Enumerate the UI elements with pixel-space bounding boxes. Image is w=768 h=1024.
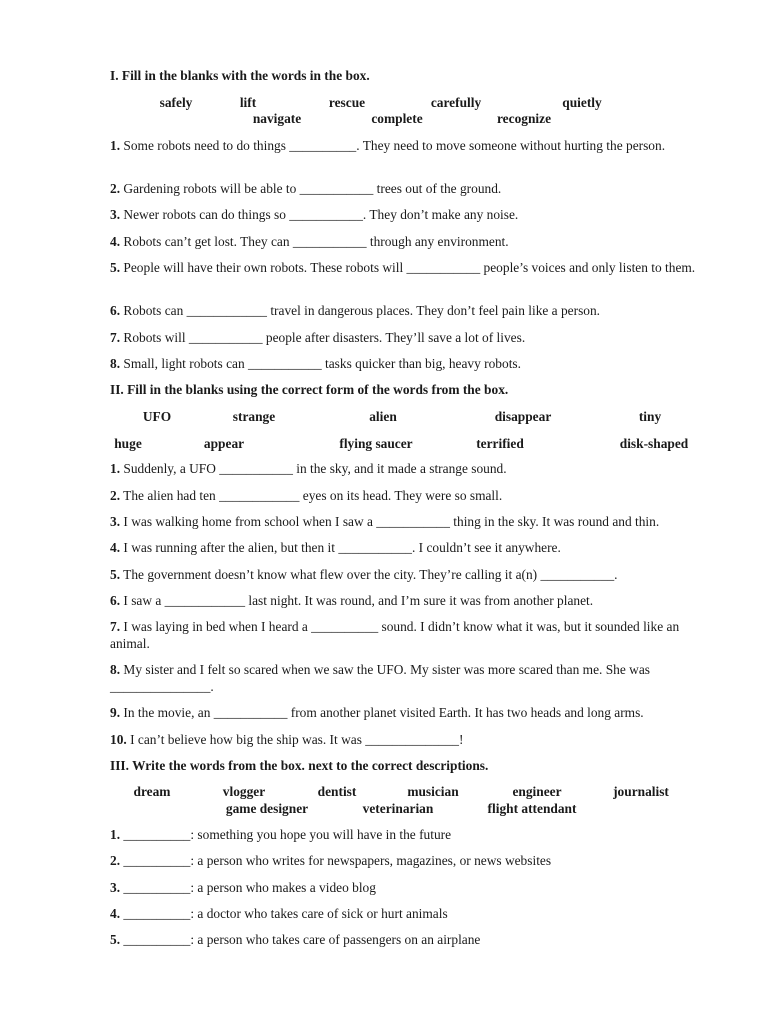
question-number: 9. xyxy=(110,705,121,720)
word-box-item: terrified xyxy=(476,436,524,451)
question-text: I can’t believe how big the ship was. It was ______________! xyxy=(130,732,464,747)
question-item xyxy=(110,662,700,695)
question-text: Gardening robots will be able to ___________ trees out of the ground. xyxy=(123,181,502,196)
word-box-item: strange xyxy=(232,409,276,424)
question-item xyxy=(110,356,700,373)
question-text: __________: a person who makes a video blog xyxy=(123,880,376,895)
word-box-item: vlogger xyxy=(222,784,266,799)
question-number: 4. xyxy=(110,234,121,249)
question-text: I was laying in bed when I heard a __________ sound. I didn’t know what it was, but it sounded like an animal. xyxy=(110,619,680,651)
word-box-item: disappear xyxy=(494,409,552,424)
question-text: Small, light robots can ___________ tasks quicker than big, heavy robots. xyxy=(123,356,521,371)
question-item xyxy=(110,619,700,652)
question-text: Robots will ___________ people after disasters. They’ll save a lot of lives. xyxy=(123,330,526,345)
question-item xyxy=(110,514,700,531)
question-text: Robots can’t get lost. They can ___________ through any environment. xyxy=(123,234,509,249)
word-box-item: journalist xyxy=(613,784,669,799)
word-box-item: recognize xyxy=(496,111,552,126)
word-box-item: engineer xyxy=(512,784,562,799)
question-item xyxy=(110,234,700,251)
question-item xyxy=(110,330,700,347)
question-item xyxy=(110,827,700,844)
question-text: Newer robots can do things so ___________. They don’t make any noise. xyxy=(123,207,519,222)
word-box-item: lift xyxy=(239,95,257,110)
question-text: People will have their own robots. These robots will ___________ people’s voices and only listen to them. xyxy=(123,260,696,275)
question-number: 1. xyxy=(110,138,121,153)
question-item xyxy=(110,732,700,749)
question-text: __________: something you hope you will have in the future xyxy=(123,827,452,842)
word-box-item: veterinarian xyxy=(362,801,434,816)
question-item xyxy=(110,853,700,870)
word-box-item: navigate xyxy=(252,111,302,126)
question-item xyxy=(110,906,700,923)
word-box-item: complete xyxy=(371,111,423,126)
question-item xyxy=(110,880,700,897)
question-item xyxy=(110,488,700,505)
question-number: 1. xyxy=(110,461,121,476)
question-number: 2. xyxy=(110,488,121,503)
question-text: My sister and I felt so scared when we saw the UFO. My sister was more scared than me. She was _______________. xyxy=(110,662,650,694)
question-item xyxy=(110,593,700,610)
question-item xyxy=(110,260,700,277)
question-number: 7. xyxy=(110,330,121,345)
word-box-item: UFO xyxy=(142,409,172,424)
question-text: __________: a doctor who takes care of sick or hurt animals xyxy=(123,906,448,921)
word-box-item: musician xyxy=(407,784,459,799)
question-item xyxy=(110,567,700,584)
question-text: Some robots need to do things __________. They need to move someone without hurting the person. xyxy=(123,138,666,153)
question-text: __________: a person who takes care of passengers on an airplane xyxy=(123,932,481,947)
question-number: 1. xyxy=(110,827,121,842)
word-box-item: disk-shaped xyxy=(619,436,689,451)
word-box-item: flight attendant xyxy=(487,801,577,816)
question-text: Suddenly, a UFO ___________ in the sky, and it made a strange sound. xyxy=(123,461,507,476)
question-number: 8. xyxy=(110,662,121,677)
question-text: The alien had ten ____________ eyes on its head. They were so small. xyxy=(123,488,503,503)
question-text: The government doesn’t know what flew over the city. They’re calling it a(n) ___________. xyxy=(123,567,618,582)
word-box-item: rescue xyxy=(328,95,366,110)
question-text: __________: a person who writes for newspapers, magazines, or news websites xyxy=(123,853,552,868)
question-number: 2. xyxy=(110,853,121,868)
question-text: I was running after the alien, but then it ___________. I couldn’t see it anywhere. xyxy=(123,540,561,555)
question-number: 6. xyxy=(110,593,121,608)
word-box-item: safely xyxy=(159,95,193,110)
question-number: 3. xyxy=(110,514,121,529)
question-number: 5. xyxy=(110,932,121,947)
question-number: 2. xyxy=(110,181,121,196)
question-number: 4. xyxy=(110,540,121,555)
word-box-item: dentist xyxy=(317,784,357,799)
section-3-heading: III. Write the words from the box. next to the correct descriptions. xyxy=(110,758,489,773)
question-item xyxy=(110,138,700,155)
question-number: 7. xyxy=(110,619,121,634)
question-item xyxy=(110,461,700,478)
word-box-item: quietly xyxy=(562,95,602,110)
word-box-item: flying saucer xyxy=(339,436,413,451)
question-number: 8. xyxy=(110,356,121,371)
question-item xyxy=(110,932,700,949)
question-number: 4. xyxy=(110,906,121,921)
question-number: 5. xyxy=(110,260,121,275)
question-number: 3. xyxy=(110,880,121,895)
question-item xyxy=(110,181,700,198)
question-item xyxy=(110,705,700,722)
word-box-item: tiny xyxy=(638,409,662,424)
question-text: I saw a ____________ last night. It was round, and I’m sure it was from another planet. xyxy=(123,593,594,608)
section-2-heading: II. Fill in the blanks using the correct form of the words from the box. xyxy=(110,382,509,397)
word-box-item: huge xyxy=(114,436,142,451)
question-item xyxy=(110,207,700,224)
question-text: In the movie, an ___________ from another planet visited Earth. It has two heads and long arms. xyxy=(123,705,644,720)
question-number: 10. xyxy=(110,732,127,747)
question-item xyxy=(110,303,700,320)
question-text: Robots can ____________ travel in dangerous places. They don’t feel pain like a person. xyxy=(123,303,601,318)
question-text: I was walking home from school when I saw a ___________ thing in the sky. It was round and thin. xyxy=(123,514,660,529)
word-box-item: game designer xyxy=(225,801,309,816)
word-box-item: alien xyxy=(369,409,397,424)
question-number: 5. xyxy=(110,567,121,582)
section-1-heading: I. Fill in the blanks with the words in the box. xyxy=(110,68,370,83)
word-box-item: carefully xyxy=(430,95,482,110)
question-number: 3. xyxy=(110,207,121,222)
word-box-item: dream xyxy=(133,784,171,799)
word-box-item: appear xyxy=(203,436,245,451)
question-number: 6. xyxy=(110,303,121,318)
question-item xyxy=(110,540,700,557)
